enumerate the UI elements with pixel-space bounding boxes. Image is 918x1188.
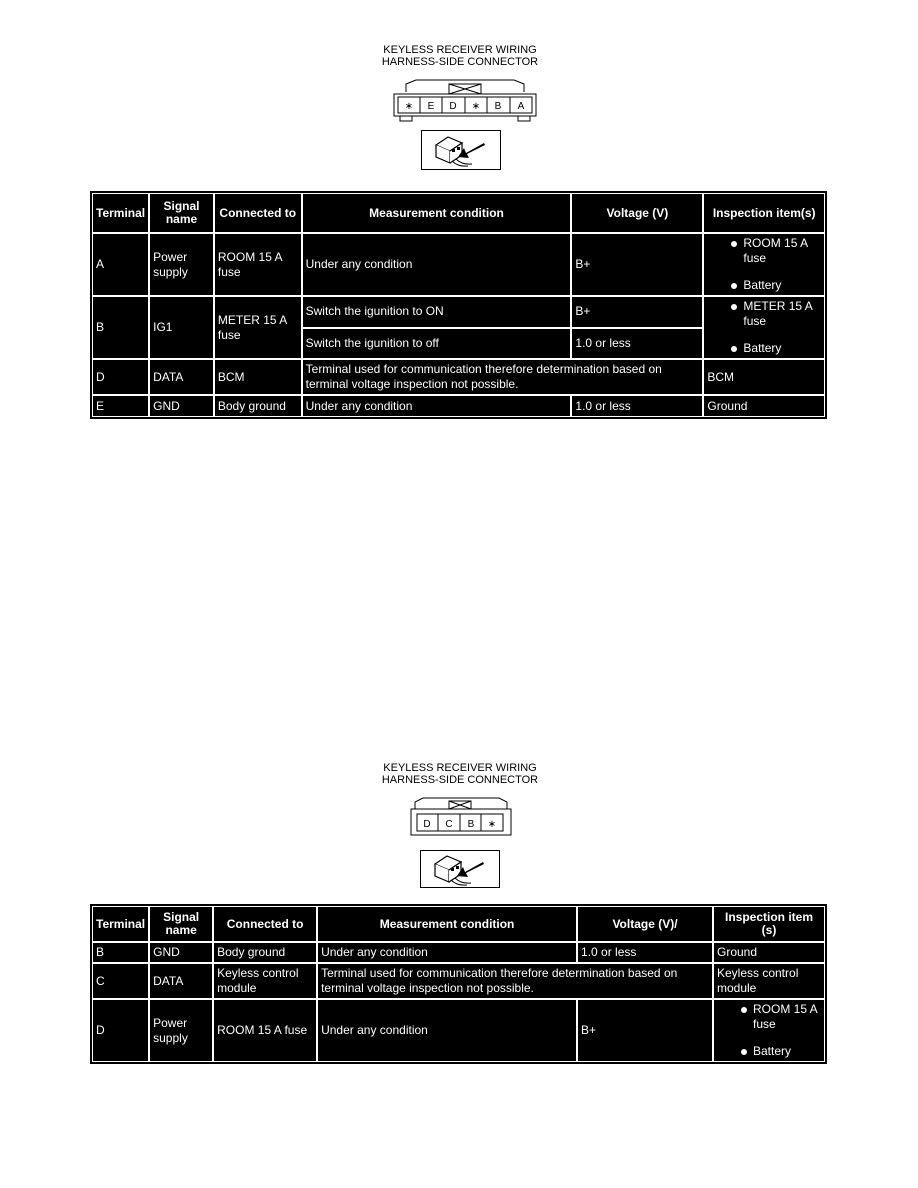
table2-c-connected: Keyless control module xyxy=(213,963,317,999)
connector1-pin-3: D xyxy=(449,101,457,112)
table1-header-inspection: Inspection item(s) xyxy=(703,193,825,233)
connector2-pin-1: D xyxy=(423,819,431,830)
table2-header-inspection-line1: Inspection item xyxy=(724,910,813,924)
connector1-drawing xyxy=(392,78,538,124)
table1-b-measurement-1: Switch the igunition to ON xyxy=(302,296,572,328)
table1-header-signal-line1: Signal xyxy=(163,199,200,213)
table2-d-connected: ROOM 15 A fuse xyxy=(213,999,317,1062)
connector1-title xyxy=(360,44,560,68)
table2-header-voltage: Voltage (V)/ xyxy=(577,906,713,942)
table2-b-measurement: Under any condition xyxy=(317,942,577,963)
table-row xyxy=(92,942,825,963)
table1-d-inspection: BCM xyxy=(703,359,825,395)
connector1-title-line2: HARNESS-SIDE CONNECTOR xyxy=(381,56,539,68)
table-row xyxy=(92,395,825,417)
table1-b-signal: IG1 xyxy=(149,296,214,359)
table2-header-signal-line1: Signal xyxy=(163,910,200,924)
table1-header-terminal: Terminal xyxy=(92,193,149,233)
table1-e-voltage: 1.0 or less xyxy=(571,395,703,417)
table1-b-voltage-2: 1.0 or less xyxy=(571,328,703,360)
connector1-pin-2: E xyxy=(427,101,435,112)
table2-header-inspection-line2: (s) xyxy=(761,923,777,937)
connector2-diagram xyxy=(409,796,513,840)
table2-header-terminal: Terminal xyxy=(92,906,149,942)
connector2-title-line2: HARNESS-SIDE CONNECTOR xyxy=(381,774,539,786)
table2-c-measurement: Terminal used for communication therefore determination based on terminal voltage inspection not possible. xyxy=(317,963,713,999)
table2-header-signal-line2: name xyxy=(165,923,197,937)
table2-header-measurement: Measurement condition xyxy=(317,906,577,942)
table1-a-terminal: A xyxy=(92,233,149,296)
table-row xyxy=(92,963,825,999)
table1-a-inspection-item-1: ROOM 15 A fuse xyxy=(707,236,821,266)
table2-d-voltage: B+ xyxy=(577,999,713,1062)
table-row xyxy=(92,359,825,395)
connector1-pin-6: A xyxy=(517,101,525,112)
table1-header-signal-name xyxy=(149,193,214,233)
connector2-title xyxy=(360,762,560,786)
table1-d-measurement: Terminal used for communication therefore determination based on terminal voltage inspection not possible. xyxy=(302,359,704,395)
table2-b-inspection: Ground xyxy=(713,942,825,963)
table1-a-connected: ROOM 15 A fuse xyxy=(214,233,302,296)
table-row xyxy=(92,296,825,328)
table1-e-signal: GND xyxy=(149,395,214,417)
table-row xyxy=(92,233,825,296)
table1-d-connected: BCM xyxy=(214,359,302,395)
connector1-pin-5: B xyxy=(494,101,502,112)
table2-c-terminal: C xyxy=(92,963,149,999)
table1-d-terminal: D xyxy=(92,359,149,395)
table2-header-signal-name xyxy=(149,906,213,942)
connector2-view-direction-icon xyxy=(420,850,500,888)
table2-d-measurement: Under any condition xyxy=(317,999,577,1062)
table1-b-terminal: B xyxy=(92,296,149,359)
terminal-table-1 xyxy=(90,191,827,419)
table2-header-connected-to: Connected to xyxy=(213,906,317,942)
table1-d-signal: DATA xyxy=(149,359,214,395)
connector1-view-direction-icon xyxy=(421,130,501,170)
table2-header-row xyxy=(92,906,825,942)
table1-e-measurement: Under any condition xyxy=(302,395,572,417)
connector1-pin-1: ∗ xyxy=(404,101,414,112)
table1-b-voltage-1: B+ xyxy=(571,296,703,328)
connector2-pin-3: B xyxy=(467,819,475,830)
table1-header-voltage: Voltage (V) xyxy=(571,193,703,233)
table1-a-measurement: Under any condition xyxy=(302,233,572,296)
table1-b-measurement-2: Switch the igunition to off xyxy=(302,328,572,360)
table1-e-connected: Body ground xyxy=(214,395,302,417)
table2-b-signal: GND xyxy=(149,942,213,963)
connector2-title-line1: KEYLESS RECEIVER WIRING xyxy=(383,762,537,774)
table2-d-inspection xyxy=(713,999,825,1062)
table1-b-connected: METER 15 A fuse xyxy=(214,296,302,359)
table2-c-inspection: Keyless control module xyxy=(713,963,825,999)
table2-d-inspection-item-2: Battery xyxy=(717,1044,821,1059)
connector1-diagram xyxy=(392,78,538,124)
table-row xyxy=(92,999,825,1062)
table1-a-inspection-item-2: Battery xyxy=(707,278,821,293)
table1-b-inspection-item-2: Battery xyxy=(707,341,821,356)
table2-b-voltage: 1.0 or less xyxy=(577,942,713,963)
table2-d-terminal: D xyxy=(92,999,149,1062)
connector1-pin-4: ∗ xyxy=(471,101,481,112)
table1-header-signal-line2: name xyxy=(165,212,198,226)
table2-c-signal: DATA xyxy=(149,963,213,999)
table1-e-terminal: E xyxy=(92,395,149,417)
connector1-title-line1: KEYLESS RECEIVER WIRING xyxy=(383,44,537,56)
table2-d-signal: Power supply xyxy=(149,999,213,1062)
table1-a-signal: Power supply xyxy=(149,233,214,296)
table1-header-measurement: Measurement condition xyxy=(302,193,572,233)
table1-a-voltage: B+ xyxy=(571,233,703,296)
table1-b-inspection xyxy=(703,296,825,359)
connector2-drawing xyxy=(409,796,513,840)
connector2-pin-4: ∗ xyxy=(487,819,497,830)
table2-header-inspection xyxy=(713,906,825,942)
table2-b-connected: Body ground xyxy=(213,942,317,963)
table1-a-inspection xyxy=(703,233,825,296)
table1-e-inspection: Ground xyxy=(703,395,825,417)
connector2-pin-2: C xyxy=(445,819,453,830)
terminal-table-2 xyxy=(90,904,827,1064)
table1-b-inspection-item-1: METER 15 A fuse xyxy=(707,299,821,329)
table2-b-terminal: B xyxy=(92,942,149,963)
table1-header-row xyxy=(92,193,825,233)
table2-d-inspection-item-1: ROOM 15 A fuse xyxy=(717,1002,821,1032)
table1-header-connected-to: Connected to xyxy=(214,193,302,233)
